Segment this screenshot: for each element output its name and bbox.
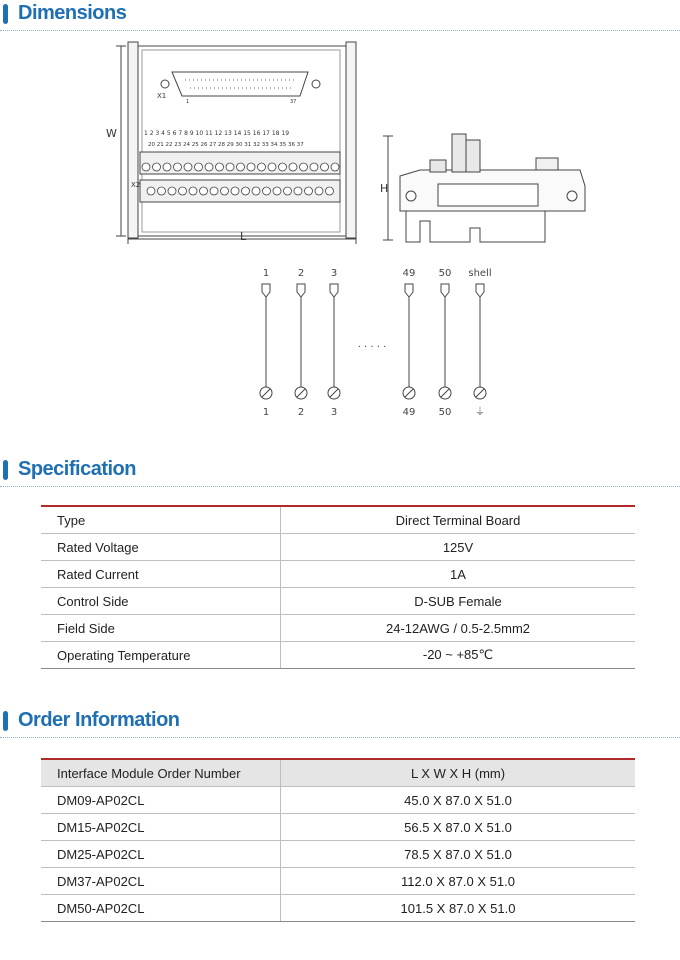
specification-title: Specification xyxy=(18,458,136,480)
order-number: DM50-AP02CL xyxy=(41,895,281,922)
table-row xyxy=(41,868,635,895)
dimension-drawing xyxy=(0,36,680,436)
table-row xyxy=(41,895,635,922)
wire-top-label: shell xyxy=(468,268,492,279)
spec-value: -20 ~ +85℃ xyxy=(281,642,636,669)
order-title: Order Information xyxy=(18,709,180,731)
dotted-divider xyxy=(0,30,680,31)
order-dimensions: 56.5 X 87.0 X 51.0 xyxy=(281,814,636,841)
terminal-numbers-row2: 20 21 22 23 24 25 26 27 28 29 30 31 32 33 34 35 36 37 xyxy=(148,142,304,148)
dimensions-section-header xyxy=(0,0,680,30)
wire-bottom-label: 50 xyxy=(438,407,452,418)
section-marker xyxy=(3,4,8,24)
dim-l-label: L xyxy=(240,230,247,243)
order-section-header xyxy=(0,707,680,737)
order-dimensions: 101.5 X 87.0 X 51.0 xyxy=(281,895,636,922)
order-number: DM15-AP02CL xyxy=(41,814,281,841)
wire-top-label: 1 xyxy=(262,268,270,279)
table-row xyxy=(41,642,635,669)
section-marker xyxy=(3,711,8,731)
wire-bottom-label: 49 xyxy=(402,407,416,418)
table-row xyxy=(41,615,635,642)
dotted-divider xyxy=(0,737,680,738)
spec-key: Control Side xyxy=(41,588,281,615)
table-row xyxy=(41,561,635,588)
dim-w-label: W xyxy=(106,127,117,140)
table-row xyxy=(41,814,635,841)
wire-top-label: 2 xyxy=(297,268,305,279)
terminal-numbers-row1: 1 2 3 4 5 6 7 8 9 10 11 12 13 14 15 16 17 18 19 xyxy=(144,130,290,137)
spec-value: 24-12AWG / 0.5-2.5mm2 xyxy=(281,615,636,642)
spec-value: 125V xyxy=(281,534,636,561)
x2-label: X2 xyxy=(131,181,141,189)
spec-key: Field Side xyxy=(41,615,281,642)
spec-value: Direct Terminal Board xyxy=(281,506,636,534)
order-header-key: Interface Module Order Number xyxy=(41,759,281,787)
wire-ellipsis: . . . . . xyxy=(357,339,387,350)
order-header-value: L X W X H (mm) xyxy=(281,759,636,787)
table-header-row xyxy=(41,759,635,787)
wire-top-label: 49 xyxy=(402,268,416,279)
ground-symbol: ⏚ xyxy=(475,407,485,418)
table-row xyxy=(41,506,635,534)
section-marker xyxy=(3,460,8,480)
table-row xyxy=(41,534,635,561)
specification-table xyxy=(41,505,635,669)
order-dimensions: 78.5 X 87.0 X 51.0 xyxy=(281,841,636,868)
specification-section-header xyxy=(0,456,680,486)
pin-last-label: 37 xyxy=(290,99,297,105)
wire-top-label: 50 xyxy=(438,268,452,279)
wire-top-label: 3 xyxy=(330,268,338,279)
order-table xyxy=(41,758,635,922)
wire-bottom-label: 1 xyxy=(262,407,270,418)
order-number: DM37-AP02CL xyxy=(41,868,281,895)
order-dimensions: 112.0 X 87.0 X 51.0 xyxy=(281,868,636,895)
dotted-divider xyxy=(0,486,680,487)
dimensions-title: Dimensions xyxy=(18,2,127,24)
order-number: DM25-AP02CL xyxy=(41,841,281,868)
spec-key: Type xyxy=(41,506,281,534)
wire-bottom-label: 2 xyxy=(297,407,305,418)
x1-label: X1 xyxy=(157,92,167,100)
dim-h-label: H xyxy=(380,182,389,195)
spec-value: 1A xyxy=(281,561,636,588)
pin-first-label: 1 xyxy=(186,99,190,105)
spec-key: Rated Current xyxy=(41,561,281,588)
wire-bottom-label: 3 xyxy=(330,407,338,418)
table-row xyxy=(41,588,635,615)
spec-key: Operating Temperature xyxy=(41,642,281,669)
table-row xyxy=(41,841,635,868)
order-number: DM09-AP02CL xyxy=(41,787,281,814)
table-row xyxy=(41,787,635,814)
spec-value: D-SUB Female xyxy=(281,588,636,615)
order-dimensions: 45.0 X 87.0 X 51.0 xyxy=(281,787,636,814)
spec-key: Rated Voltage xyxy=(41,534,281,561)
